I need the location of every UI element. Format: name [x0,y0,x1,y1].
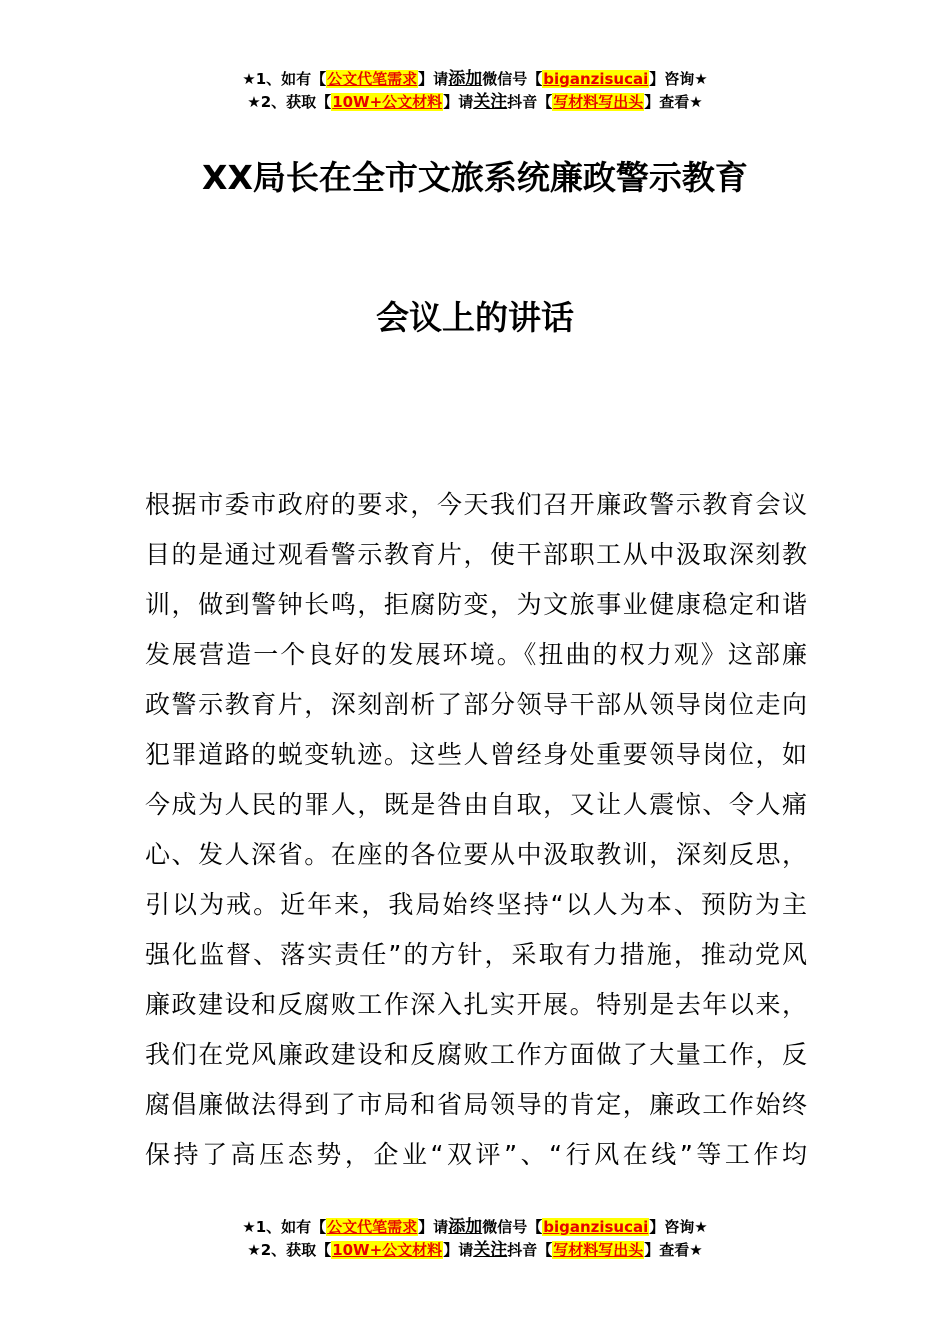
document-title-line-2: 会议上的讲话 [376,298,574,337]
promo-text: ★1、如有【 [242,1218,327,1236]
promo-emphasis: 关注 [473,1240,508,1260]
promo-line-2 [0,91,950,114]
promo-emphasis: 添加 [448,69,483,89]
promo-text: 】咨询★ [649,70,708,88]
body-line: 根据市委市政府的要求，今天我们召开廉政警示教育会议 [145,490,807,519]
body-line: 我们在党风廉政建设和反腐败工作方面做了大量工作，反 [145,1040,807,1069]
body-line: 训，做到警钟长鸣，拒腐防变，为文旅事业健康稳定和谐 [145,590,807,619]
body-line: 腐倡廉做法得到了市局和省局领导的肯定，廉政工作始终 [145,1090,807,1119]
promo-text: 】请 [418,70,449,88]
speech-body [145,480,807,1180]
body-line: 政警示教育片，深刻剖析了部分领导干部从领导岗位走向 [145,690,807,719]
body-line: 发展营造一个良好的发展环境。《扭曲的权力观》这部廉 [145,640,807,669]
promo-emphasis: 关注 [473,92,508,112]
promo-text: ★2、获取【 [247,1241,332,1259]
promo-line-1 [0,1216,950,1239]
promo-text: 】请 [443,93,474,111]
promo-text: 】咨询★ [649,1218,708,1236]
promo-highlight: 10W+公文材料 [332,93,443,111]
promo-banner-bottom [0,1216,950,1262]
promo-text: 微信号【 [482,1218,543,1236]
promo-highlight: 公文代笔需求 [327,1218,418,1236]
promo-highlight: 公文代笔需求 [327,70,418,88]
promo-banner-top [0,68,950,114]
promo-line-2 [0,1239,950,1262]
promo-text: 抖音【 [507,1241,553,1259]
promo-text: 微信号【 [482,70,543,88]
document-title-line-1: XX局长在全市文旅系统廉政警示教育 [202,158,748,197]
promo-highlight: biganzisucai [543,70,649,88]
promo-emphasis: 添加 [448,1217,483,1237]
promo-text: ★2、获取【 [247,93,332,111]
body-line: 犯罪道路的蜕变轨迹。这些人曾经身处重要领导岗位，如 [145,740,807,769]
body-line: 廉政建设和反腐败工作深入扎实开展。特别是去年以来， [145,990,807,1019]
promo-highlight: biganzisucai [543,1218,649,1236]
promo-highlight: 写材料写出头 [553,1241,644,1259]
body-line: 强化监督、落实责任”的方针，采取有力措施，推动党风 [145,940,807,969]
body-line: 目的是通过观看警示教育片，使干部职工从中汲取深刻教 [145,540,807,569]
promo-text: ★1、如有【 [242,70,327,88]
promo-line-1 [0,68,950,91]
promo-text: 】查看★ [644,1241,703,1259]
body-line: 保持了高压态势，企业“双评”、“行风在线”等工作均 [145,1140,807,1169]
promo-text: 】请 [443,1241,474,1259]
body-line: 今成为人民的罪人，既是咎由自取，又让人震惊、令人痛 [145,790,807,819]
promo-highlight: 写材料写出头 [553,93,644,111]
promo-text: 抖音【 [507,93,553,111]
promo-text: 】请 [418,1218,449,1236]
body-line: 引以为戒。近年来，我局始终坚持“以人为本、预防为主 [145,890,807,919]
promo-text: 】查看★ [644,93,703,111]
body-line: 心、发人深省。在座的各位要从中汲取教训，深刻反思， [145,840,807,869]
promo-highlight: 10W+公文材料 [332,1241,443,1259]
